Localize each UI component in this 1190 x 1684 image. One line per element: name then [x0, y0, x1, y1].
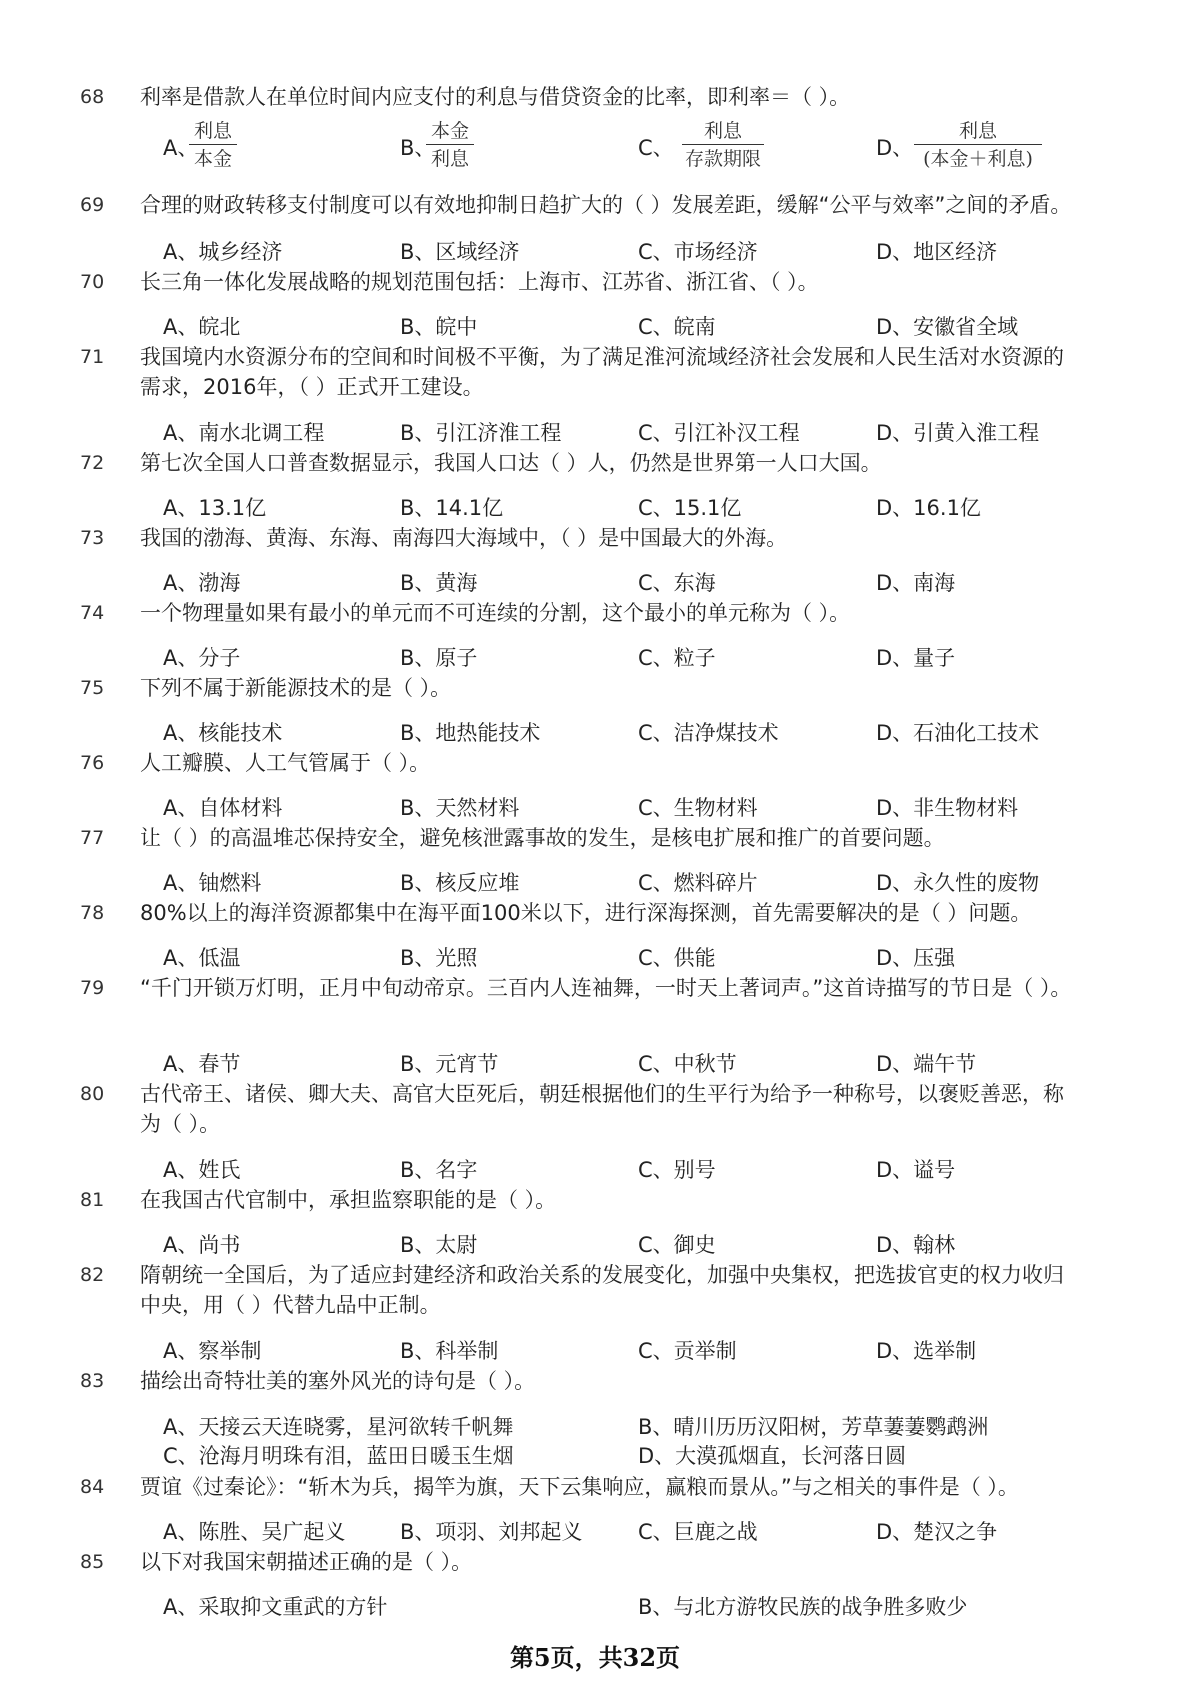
option-d: D、翰林	[876, 1233, 956, 1257]
option-c: C、引江补汉工程	[638, 421, 800, 445]
option-a: A、渤海	[163, 571, 241, 595]
question-text: 下列不属于新能源技术的是（ ）。	[140, 676, 452, 700]
question-text: “千门开锁万灯明，正月中旬动帝京。三百内人连袖舞，一时天上著词声。”这首诗描写的节日是（ ）。	[140, 976, 1072, 1000]
option-a: A、姓氏	[163, 1158, 241, 1182]
option-label: D、	[876, 136, 914, 160]
options-72	[0, 493, 1190, 523]
option-a: A、分子	[163, 646, 241, 670]
question-number: 82	[80, 1264, 105, 1286]
option-b: B、项羽、刘邦起义	[400, 1520, 583, 1544]
options-80	[0, 1155, 1190, 1185]
question-number: 78	[80, 902, 105, 924]
option-a: A、陈胜、吴广起义	[163, 1520, 346, 1544]
option-d: D、选举制	[876, 1339, 977, 1363]
fraction-denominator: 存款期限	[682, 144, 764, 173]
option-d: D、石油化工技术	[876, 721, 1040, 745]
option-d: D、端午节	[876, 1052, 977, 1076]
option-a: A、13.1亿	[163, 496, 267, 520]
question-number: 75	[80, 677, 105, 699]
fraction	[189, 118, 237, 173]
option-label: B、	[400, 136, 436, 160]
option-b: B、科举制	[400, 1339, 499, 1363]
options-73	[0, 568, 1190, 598]
option-a: A、察举制	[163, 1339, 262, 1363]
options-82	[0, 1336, 1190, 1366]
option-b: B、光照	[400, 946, 478, 970]
option-d: D、16.1亿	[876, 496, 981, 520]
option-b: B、太尉	[400, 1233, 478, 1257]
option-a: A、铀燃料	[163, 871, 262, 895]
question-text: 我国的渤海、黄海、东海、南海四大海域中，（ ）是中国最大的外海。	[140, 526, 788, 550]
question-text: 人工瓣膜、人工气管属于（ ）。	[140, 751, 431, 775]
fraction-numerator: 利息	[193, 120, 232, 142]
option-a: A、天接云天连晓雾，星河欲转千帆舞	[163, 1415, 514, 1439]
option-b: B、区域经济	[400, 240, 520, 264]
question-text: 利率是借款人在单位时间内应支付的利息与借贷资金的比率，即利率＝（ ）。	[140, 85, 851, 109]
option-a: A、采取抑文重武的方针	[163, 1595, 388, 1619]
options-70	[0, 312, 1190, 342]
question-text: 第七次全国人口普查数据显示，我国人口达（ ）人，仍然是世界第一人口大国。	[140, 451, 882, 475]
options-77	[0, 868, 1190, 898]
options-78	[0, 943, 1190, 973]
option-b: B、与北方游牧民族的战争胜多败少	[638, 1595, 968, 1619]
option-b: B、名字	[400, 1158, 478, 1182]
fraction-numerator: 本金	[430, 120, 469, 142]
question-number: 81	[80, 1189, 105, 1211]
option-a: A、南水北调工程	[163, 421, 325, 445]
options-79	[0, 1049, 1190, 1079]
option-a: A、春节	[163, 1052, 241, 1076]
question-number: 69	[80, 194, 105, 216]
option-c: C、粒子	[638, 646, 716, 670]
option-a: A、尚书	[163, 1233, 241, 1257]
options-84	[0, 1517, 1190, 1547]
option-d: D、量子	[876, 646, 956, 670]
option-c: C、别号	[638, 1158, 716, 1182]
fraction	[682, 118, 764, 173]
option-c: C、中秋节	[638, 1052, 737, 1076]
question-text: 长三角一体化发展战略的规划范围包括：上海市、江苏省、浙江省、（ ）。	[140, 270, 819, 294]
option-b: B、皖中	[400, 315, 478, 339]
options-75	[0, 718, 1190, 748]
option-c: C、御史	[638, 1233, 716, 1257]
question-number: 72	[80, 452, 105, 474]
fraction	[914, 118, 1042, 173]
option-a: A、城乡经济	[163, 240, 283, 264]
question-text: 一个物理量如果有最小的单元而不可连续的分割，这个最小的单元称为（ ）。	[140, 601, 851, 625]
option-d: D、安徽省全域	[876, 315, 1019, 339]
question-number: 74	[80, 602, 105, 624]
fraction-denominator: 本金	[189, 144, 237, 173]
options-85	[0, 1592, 1190, 1622]
question-text: 80%以上的海洋资源都集中在海平面100米以下，进行深海探测，首先需要解决的是（ ）问题。	[140, 901, 1032, 925]
question-text: 在我国古代官制中，承担监察职能的是（ ）。	[140, 1188, 557, 1212]
option-d: D、楚汉之争	[876, 1520, 998, 1544]
option-label: C、	[638, 136, 674, 160]
options-71	[0, 418, 1190, 448]
fraction-numerator: 利息	[703, 120, 742, 142]
option-d: D、压强	[876, 946, 956, 970]
option-d: D、南海	[876, 571, 956, 595]
options-83	[0, 1412, 1190, 1472]
option-c: C、东海	[638, 571, 716, 595]
option-d: D、引黄入淮工程	[876, 421, 1040, 445]
options-69	[0, 237, 1190, 267]
option-d: D、大漠孤烟直，长河落日圆	[638, 1444, 907, 1468]
page-footer: 第5页，共32页	[509, 1643, 681, 1672]
option-c: C、皖南	[638, 315, 716, 339]
option-b: B、原子	[400, 646, 478, 670]
option-c: C、燃料碎片	[638, 871, 758, 895]
fraction	[426, 118, 474, 173]
options-76	[0, 793, 1190, 823]
question-text: 合理的财政转移支付制度可以有效地抑制日趋扩大的（ ）发展差距，缓解“公平与效率”之间的矛盾。	[140, 193, 1072, 217]
question-number: 83	[80, 1370, 105, 1392]
option-b: B、地热能技术	[400, 721, 541, 745]
question-text: 隋朝统一全国后，为了适应封建经济和政治关系的发展变化，加强中央集权，把选拔官吏的权力收归中央，用（ ）代替九品中正制。	[140, 1263, 1064, 1317]
option-b: B、黄海	[400, 571, 478, 595]
options-74	[0, 643, 1190, 673]
option-a: A、自体材料	[163, 796, 283, 820]
question-number: 79	[80, 977, 105, 999]
question-number: 80	[80, 1083, 105, 1105]
options-68	[0, 118, 1190, 180]
question-text: 我国境内水资源分布的空间和时间极不平衡，为了满足淮河流域经济社会发展和人民生活对水资源的需求，2016年，（ ）正式开工建设。	[140, 345, 1064, 399]
question-text: 描绘出奇特壮美的塞外风光的诗句是（ ）。	[140, 1369, 536, 1393]
option-c: C、洁净煤技术	[638, 721, 779, 745]
option-a: A、低温	[163, 946, 241, 970]
option-d: D、地区经济	[876, 240, 998, 264]
option-d: D、非生物材料	[876, 796, 1019, 820]
option-b: B、核反应堆	[400, 871, 520, 895]
option-c: C、生物材料	[638, 796, 758, 820]
option-b: B、引江济淮工程	[400, 421, 562, 445]
question-number: 85	[80, 1551, 105, 1573]
option-a: A、核能技术	[163, 721, 283, 745]
question-number: 68	[80, 86, 105, 108]
fraction-numerator: 利息	[958, 120, 997, 142]
fraction-denominator: (本金＋利息)	[914, 144, 1042, 173]
question-text: 让（ ）的高温堆芯保持安全，避免核泄露事故的发生，是核电扩展和推广的首要问题。	[140, 826, 945, 850]
option-a: A、皖北	[163, 315, 241, 339]
option-b: B、晴川历历汉阳树，芳草萋萋鹦鹉洲	[638, 1415, 989, 1439]
option-c: C、供能	[638, 946, 716, 970]
option-c: C、沧海月明珠有泪，蓝田日暖玉生烟	[163, 1444, 514, 1468]
option-c: C、市场经济	[638, 240, 758, 264]
option-b: B、14.1亿	[400, 496, 504, 520]
option-d: D、谥号	[876, 1158, 956, 1182]
option-label: A、	[163, 136, 199, 160]
question-text: 以下对我国宋朝描述正确的是（ ）。	[140, 1550, 473, 1574]
question-number: 84	[80, 1476, 105, 1498]
question-number: 77	[80, 827, 105, 849]
option-c: C、巨鹿之战	[638, 1520, 758, 1544]
option-b: B、元宵节	[400, 1052, 499, 1076]
question-number: 71	[80, 346, 105, 368]
option-d: D、永久性的废物	[876, 871, 1040, 895]
option-b: B、天然材料	[400, 796, 520, 820]
question-text: 贾谊《过秦论》：“斩木为兵，揭竿为旗，天下云集响应，赢粮而景从。”与之相关的事件是（ ）。	[140, 1475, 1019, 1499]
option-c: C、贡举制	[638, 1339, 737, 1363]
question-number: 73	[80, 527, 105, 549]
fraction-denominator: 利息	[426, 144, 474, 173]
question-text: 古代帝王、诸侯、卿大夫、高官大臣死后，朝廷根据他们的生平行为给予一种称号，以褒贬善恶，称为（ ）。	[140, 1082, 1064, 1136]
options-81	[0, 1230, 1190, 1260]
option-c: C、15.1亿	[638, 496, 742, 520]
question-number: 76	[80, 752, 105, 774]
question-number: 70	[80, 271, 105, 293]
